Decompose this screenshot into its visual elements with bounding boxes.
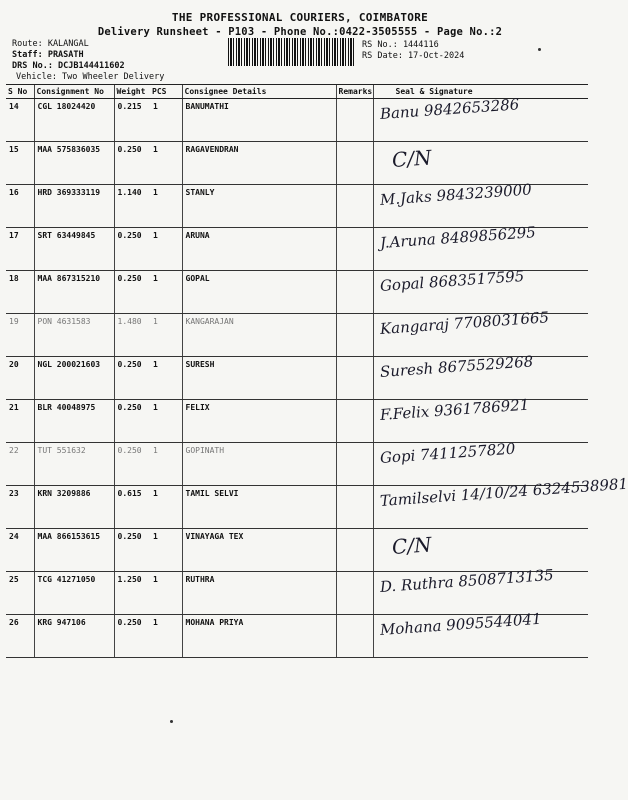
remarks-cell xyxy=(336,357,373,400)
col-consignee: Consignee Details xyxy=(182,85,336,99)
serial-number-cell: 26 xyxy=(6,615,34,658)
table-row xyxy=(6,228,588,271)
handwritten-signature: Banu 9842653286 xyxy=(378,95,520,123)
staff-label: Staff: PRASATH xyxy=(12,50,84,60)
remarks-cell xyxy=(336,142,373,185)
weight-cell: 0.250 xyxy=(114,529,150,572)
pcs-cell: 1 xyxy=(150,185,182,228)
serial-number-cell: 15 xyxy=(6,142,34,185)
signature-cell xyxy=(373,395,588,443)
consignment-cell: PON 4631583 xyxy=(34,314,114,357)
consignment-cell: SRT 63449845 xyxy=(34,228,114,271)
remarks-cell xyxy=(336,271,373,314)
handwritten-signature: Suresh 8675529268 xyxy=(378,352,534,381)
pcs-cell: 1 xyxy=(150,142,182,185)
consignment-cell: BLR 40048975 xyxy=(34,400,114,443)
table-row xyxy=(6,314,588,357)
pcs-cell: 1 xyxy=(150,271,182,314)
handwritten-signature: Gopi 7411257820 xyxy=(378,439,516,467)
rs-date: RS Date: 17-Oct-2024 xyxy=(362,51,465,61)
consignment-cell: MAA 866153615 xyxy=(34,529,114,572)
consignee-cell: TAMIL SELVI xyxy=(182,486,336,529)
pcs-cell: 1 xyxy=(150,400,182,443)
signature-cell xyxy=(373,266,588,314)
consignment-cell: MAA 575836035 xyxy=(34,142,114,185)
handwritten-signature: C/N xyxy=(390,145,432,172)
consignment-cell: HRD 369333119 xyxy=(34,185,114,228)
consignee-cell: MOHANA PRIYA xyxy=(182,615,336,658)
serial-number-cell: 20 xyxy=(6,357,34,400)
remarks-cell xyxy=(336,400,373,443)
col-remarks: Remarks xyxy=(336,85,373,99)
drs-label: DRS No.: DCJB144411602 xyxy=(12,61,125,71)
remarks-cell xyxy=(336,228,373,271)
table-row xyxy=(6,185,588,228)
runsheet-line: Delivery Runsheet - P103 - Phone No.:0422-3505555 - Page No.:2 xyxy=(97,26,503,38)
handwritten-signature: F.Felix 9361786921 xyxy=(378,395,530,424)
barcode xyxy=(228,38,354,66)
table-row xyxy=(6,142,588,185)
pcs-cell: 1 xyxy=(150,572,182,615)
signature-cell xyxy=(373,529,588,572)
remarks-cell xyxy=(336,529,373,572)
pcs-cell: 1 xyxy=(150,357,182,400)
weight-cell: 0.250 xyxy=(114,443,150,486)
signature-cell xyxy=(373,308,588,357)
remarks-cell xyxy=(336,572,373,615)
consignee-cell: RUTHRA xyxy=(182,572,336,615)
remarks-cell xyxy=(336,185,373,228)
vehicle-label: Vehicle: Two Wheeler Delivery xyxy=(16,72,165,82)
consignee-cell: SURESH xyxy=(182,357,336,400)
handwritten-signature: D. Ruthra 8508713135 xyxy=(378,565,554,596)
weight-cell: 1.480 xyxy=(114,314,150,357)
signature-cell xyxy=(373,223,588,271)
table-row xyxy=(6,357,588,400)
consignee-cell: ARUNA xyxy=(182,228,336,271)
ink-dot xyxy=(538,48,541,51)
consignment-cell: MAA 867315210 xyxy=(34,271,114,314)
pcs-cell: 1 xyxy=(150,615,182,658)
serial-number-cell: 22 xyxy=(6,443,34,486)
remarks-cell xyxy=(336,443,373,486)
ink-dot xyxy=(170,720,173,723)
pcs-cell: 1 xyxy=(150,314,182,357)
weight-cell: 1.250 xyxy=(114,572,150,615)
serial-number-cell: 21 xyxy=(6,400,34,443)
remarks-cell xyxy=(336,615,373,658)
table-row xyxy=(6,572,588,615)
signature-cell xyxy=(373,352,588,400)
table-row xyxy=(6,486,588,529)
col-signature: Seal & Signature xyxy=(373,85,588,99)
serial-number-cell: 16 xyxy=(6,185,34,228)
pcs-cell: 1 xyxy=(150,443,182,486)
remarks-cell xyxy=(336,314,373,357)
signature-cell xyxy=(373,565,588,615)
consignee-cell: FELIX xyxy=(182,400,336,443)
remarks-cell xyxy=(336,99,373,142)
consignee-cell: KANGARAJAN xyxy=(182,314,336,357)
remarks-cell xyxy=(336,486,373,529)
table-row xyxy=(6,443,588,486)
route-label: Route: KALANGAL xyxy=(12,39,89,49)
weight-cell: 0.250 xyxy=(114,228,150,271)
consignment-cell: TUT 551632 xyxy=(34,443,114,486)
handwritten-signature: C/N xyxy=(390,532,432,559)
pcs-cell: 1 xyxy=(150,529,182,572)
company-title: THE PROFESSIONAL COURIERS, COIMBATORE xyxy=(171,11,429,24)
pcs-cell: 1 xyxy=(150,228,182,271)
consignment-cell: CGL 18024420 xyxy=(34,99,114,142)
signature-cell xyxy=(373,142,588,185)
consignment-cell: TCG 41271050 xyxy=(34,572,114,615)
handwritten-signature: Mohana 9095544041 xyxy=(378,609,542,639)
weight-cell: 0.250 xyxy=(114,400,150,443)
table-row xyxy=(6,271,588,314)
weight-cell: 0.250 xyxy=(114,271,150,314)
handwritten-signature: Tamilselvi 14/10/24 6324538981 xyxy=(378,474,628,510)
handwritten-signature: J.Aruna 8489856295 xyxy=(378,223,536,252)
handwritten-signature: M.Jaks 9843239000 xyxy=(378,180,532,209)
delivery-table xyxy=(6,84,628,658)
serial-number-cell: 24 xyxy=(6,529,34,572)
weight-cell: 1.140 xyxy=(114,185,150,228)
consignment-cell: NGL 200021603 xyxy=(34,357,114,400)
consignment-cell: KRG 947106 xyxy=(34,615,114,658)
col-pcs: PCS xyxy=(150,85,182,99)
serial-number-cell: 23 xyxy=(6,486,34,529)
serial-number-cell: 18 xyxy=(6,271,34,314)
signature-cell xyxy=(373,95,588,142)
table-row xyxy=(6,615,588,658)
rs-number: RS No.: 1444116 xyxy=(362,40,439,50)
weight-cell: 0.250 xyxy=(114,357,150,400)
handwritten-signature: Gopal 8683517595 xyxy=(378,266,525,295)
table-row xyxy=(6,400,588,443)
col-sno: S No xyxy=(6,85,34,99)
pcs-cell: 1 xyxy=(150,99,182,142)
handwritten-signature: Kangaraj 7708031665 xyxy=(378,308,550,338)
weight-cell: 0.615 xyxy=(114,486,150,529)
table-row xyxy=(6,99,588,142)
weight-cell: 0.250 xyxy=(114,615,150,658)
col-consignment: Consignment No xyxy=(34,85,114,99)
consignment-cell: KRN 3209886 xyxy=(34,486,114,529)
consignee-cell: RAGAVENDRAN xyxy=(182,142,336,185)
table-row xyxy=(6,529,588,572)
weight-cell: 0.215 xyxy=(114,99,150,142)
consignee-cell: STANLY xyxy=(182,185,336,228)
consignee-cell: BANUMATHI xyxy=(182,99,336,142)
signature-cell xyxy=(373,180,588,228)
consignee-cell: GOPINATH xyxy=(182,443,336,486)
pcs-cell: 1 xyxy=(150,486,182,529)
col-weight: Weight xyxy=(114,85,150,99)
weight-cell: 0.250 xyxy=(114,142,150,185)
serial-number-cell: 19 xyxy=(6,314,34,357)
consignee-cell: GOPAL xyxy=(182,271,336,314)
signature-cell xyxy=(373,609,588,658)
signature-cell xyxy=(373,474,628,529)
serial-number-cell: 14 xyxy=(6,99,34,142)
serial-number-cell: 25 xyxy=(6,572,34,615)
serial-number-cell: 17 xyxy=(6,228,34,271)
consignee-cell: VINAYAGA TEX xyxy=(182,529,336,572)
